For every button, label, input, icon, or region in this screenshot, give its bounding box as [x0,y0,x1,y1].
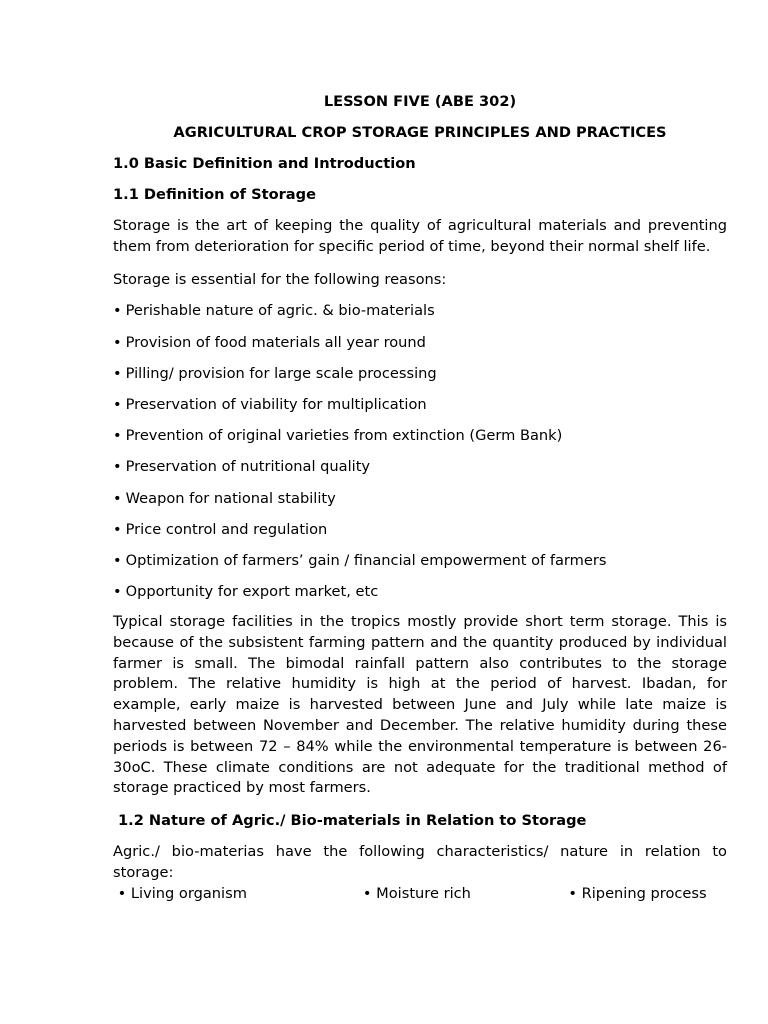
bullet-icon: • [113,583,122,601]
characteristic-text: Ripening process [581,884,707,902]
reasons-intro: Storage is essential for the following reasons: [113,270,447,288]
list-item [113,333,727,353]
bullet-icon: • [113,364,122,382]
reasons-list [113,301,727,602]
list-item [113,551,727,571]
list-item-text: Prevention of original varieties from extinction (Germ Bank) [125,427,563,445]
section-heading-1-2: 1.2 Nature of Agric./ Bio-materials in Relation to Storage [118,812,587,830]
list-item-text: Preservation of nutritional quality [125,458,371,476]
list-item-text: Pilling/ provision for large scale processing [125,364,437,382]
list-item [113,395,727,415]
bullet-icon: • [113,395,122,413]
list-item [113,520,727,540]
nature-paragraph [113,842,727,904]
nature-intro-text: Agric./ bio-materias have the following characteristics/ nature in relation to storage: [113,843,727,882]
characteristic-item [568,885,706,902]
characteristic-item [113,885,363,902]
list-item-text: Price control and regulation [125,520,328,538]
definition-paragraph: Storage is the art of keeping the quality of agricultural materials and preventing them from deterioration for specific period of time, beyond their normal shelf life. [113,217,727,255]
bullet-icon: • [113,427,122,445]
list-item [113,364,727,384]
list-item [113,301,727,321]
list-item-text: Perishable nature of agric. & bio-materials [125,302,435,320]
tropics-paragraph: Typical storage facilities in the tropics mostly provide short term storage. This is because of the subsistent farming pattern and the quantity produced by individual farmer is small. The bimodal rainfall pattern also contributes to the storage problem. The relative humidity is high at the period of harvest. Ibadan, for example, early maize is harvested between June and July while late maize is harvested between November and December. The relative humidity during these periods is between 72 – 84% while the environmental temperature is between 26-30oC. These climate conditions are not adequate for the traditional method of storage practiced by most farmers. [113,613,727,797]
section-heading-1-0: 1.0 Basic Definition and Introduction [113,155,416,172]
list-item [113,582,727,602]
list-item-text: Provision of food materials all year round [125,333,426,351]
bullet-icon: • [117,884,127,902]
list-item-text: Optimization of farmers’ gain / financial empowerment of farmers [125,551,607,569]
document-content [113,92,727,905]
bullet-icon: • [362,884,372,902]
main-title: AGRICULTURAL CROP STORAGE PRINCIPLES AND PRACTICES [173,124,667,141]
list-item-text: Preservation of viability for multiplication [125,395,427,413]
list-item [113,489,727,509]
bullet-icon: • [113,458,122,476]
bullet-icon: • [113,520,122,538]
bullet-icon: • [113,489,122,507]
characteristic-text: Moisture rich [376,884,471,902]
bullet-icon: • [113,551,122,569]
section-heading-1-1: 1.1 Definition of Storage [113,186,316,203]
list-item [113,457,727,477]
characteristic-item [363,885,568,902]
list-item-text: Opportunity for export market, etc [125,583,379,601]
bullet-icon: • [113,302,122,320]
list-item-text: Weapon for national stability [125,489,336,507]
bullet-icon: • [568,884,577,902]
nature-intro [113,842,727,904]
lesson-title: LESSON FIVE (ABE 302) [323,93,517,110]
bullet-icon: • [113,333,122,351]
characteristic-text: Living organism [130,884,247,902]
list-item [113,426,727,446]
